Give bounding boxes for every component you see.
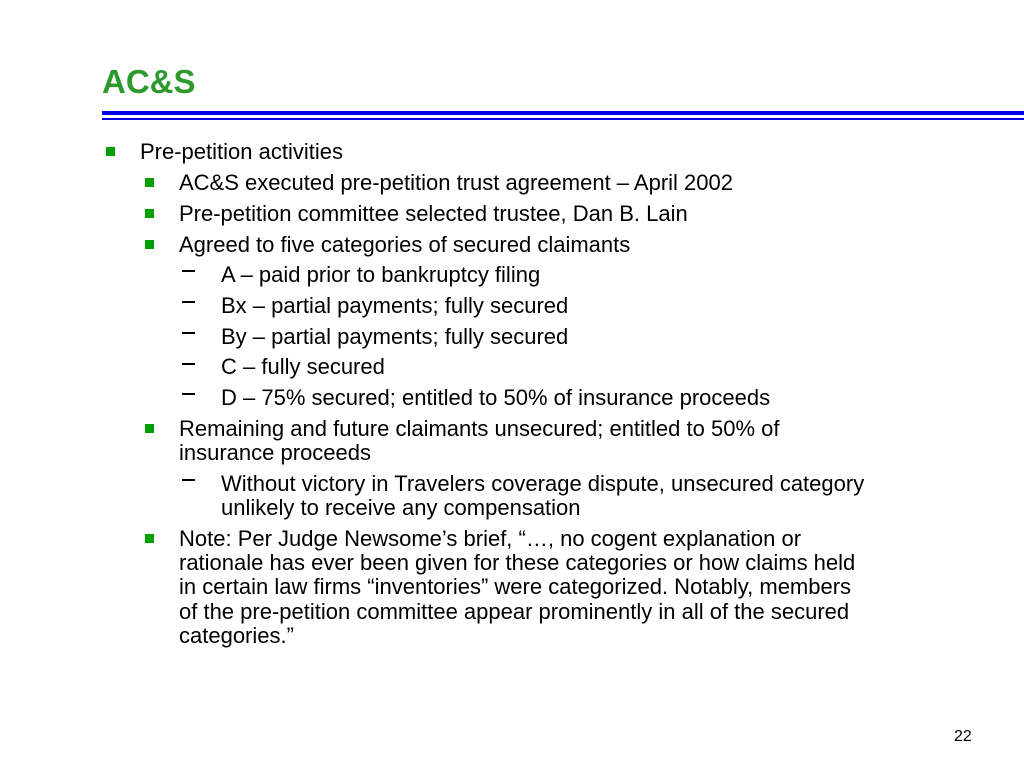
bullet-text: Remaining and future claimants unsecured; entitled to 50% of	[179, 416, 780, 441]
page-number: 22	[954, 728, 972, 745]
bullet-square-icon	[145, 240, 154, 249]
bullet-text: By – partial payments; fully secured	[221, 324, 569, 349]
bullet-square-icon	[106, 147, 115, 156]
dash-icon	[182, 479, 195, 481]
dash-icon	[182, 301, 195, 303]
bullet-text: D – 75% secured; entitled to 50% of insurance proceeds	[221, 385, 771, 410]
bullet-text-continuation: in certain law firms “inventories” were categorized. Notably, members	[179, 574, 852, 599]
bullet-square-icon	[145, 534, 154, 543]
bullet-square-icon	[145, 178, 154, 187]
bullet-text: Pre-petition committee selected trustee, Dan B. Lain	[179, 201, 688, 226]
bullet-text: Note: Per Judge Newsome’s brief, “…, no cogent explanation or	[179, 526, 802, 551]
bullet-text: Without victory in Travelers coverage dispute, unsecured category	[221, 471, 865, 496]
bullet-text: Bx – partial payments; fully secured	[221, 293, 569, 318]
bullet-text: AC&S executed pre-petition trust agreement – April 2002	[179, 170, 733, 195]
bullet-text-continuation: unlikely to receive any compensation	[221, 495, 581, 520]
bullet-text: C – fully secured	[221, 354, 385, 379]
bullet-square-icon	[145, 209, 154, 218]
dash-icon	[182, 363, 195, 365]
dash-icon	[182, 332, 195, 334]
title-divider-thin	[102, 118, 1024, 120]
bullet-text-continuation: categories.”	[179, 623, 294, 648]
bullet-text: Pre-petition activities	[140, 139, 343, 164]
dash-icon	[182, 270, 195, 272]
title-divider	[102, 111, 1024, 115]
bullet-text-continuation: of the pre-petition committee appear prominently in all of the secured	[179, 599, 850, 624]
bullet-text: A – paid prior to bankruptcy filing	[221, 262, 541, 287]
dash-icon	[182, 393, 195, 395]
slide-title: AC&S	[102, 63, 196, 100]
bullet-text-continuation: rationale has ever been given for these categories or how claims held	[179, 550, 856, 575]
bullet-square-icon	[145, 424, 154, 433]
bullet-text-continuation: insurance proceeds	[179, 440, 372, 465]
bullet-text: Agreed to five categories of secured claimants	[179, 232, 631, 257]
